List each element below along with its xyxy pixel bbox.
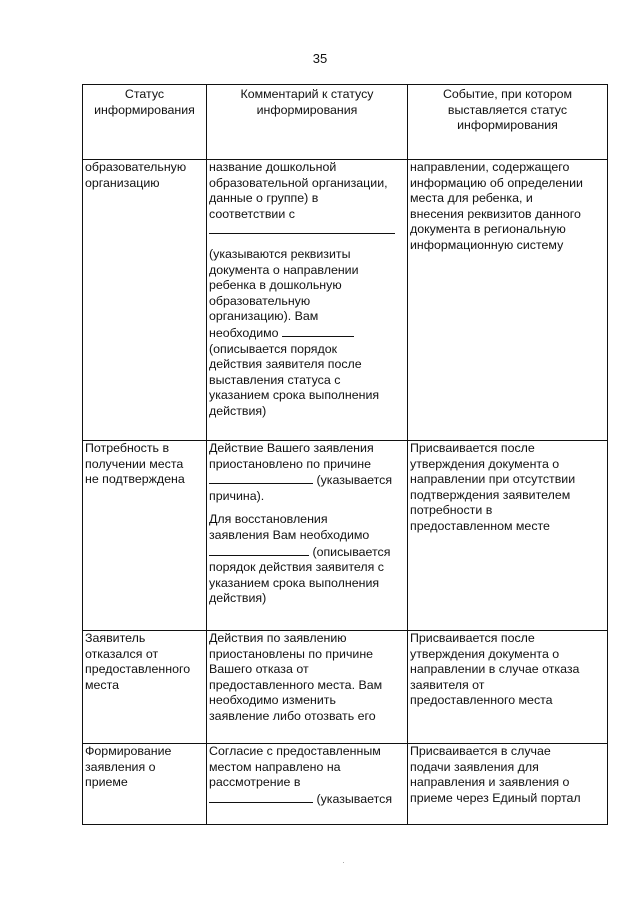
- comment-cell: [207, 744, 408, 825]
- blank-line: [209, 472, 313, 484]
- event-cell: Присваивается после утверждения документа о направлении при отсутствии подтверждения заявителем потребности в предоставленном месте: [408, 441, 608, 631]
- header-event: Событие, при котором выставляется статус информирования: [408, 85, 608, 160]
- comment-text: порядок действия заявителя с указанием срока выполнения действия): [209, 560, 384, 606]
- header-comment: Комментарий к статусу информирования: [207, 85, 408, 160]
- comment-text: причина).: [209, 488, 265, 503]
- comment-cell: [207, 160, 408, 441]
- table-row: [83, 744, 608, 825]
- status-cell: Формирование заявления о приеме: [83, 744, 207, 825]
- event-cell: направлении, содержащего информацию об определении места для ребенка, и внесения реквизитов данного документа в региональную информационную систему: [408, 160, 608, 441]
- comment-text: (указывается: [316, 473, 393, 488]
- status-cell: Потребность в получении места не подтверждена: [83, 441, 207, 631]
- table-row: [83, 441, 608, 631]
- comment-text: (указываются реквизиты документа о направлении ребенка в дошкольную образовательную организацию). Вам необходимо: [209, 246, 359, 340]
- blank-line: [209, 222, 395, 234]
- table-row: [83, 631, 608, 744]
- status-cell: Заявитель отказался от предоставленного места: [83, 631, 207, 744]
- table-row: [83, 160, 608, 441]
- comment-text: Для восстановления заявления Вам необходимо: [209, 512, 370, 542]
- page-number: 35: [312, 51, 328, 66]
- comment-text: (указывается: [316, 791, 393, 806]
- blank-line: [209, 791, 313, 803]
- header-status: Статус информирования: [83, 85, 207, 160]
- event-cell: Присваивается после утверждения документа о направлении в случае отказа заявителя от предоставленного места: [408, 631, 608, 744]
- comment-text: Действие Вашего заявления приостановлено по причине: [209, 441, 374, 471]
- event-cell: Присваивается в случае подачи заявления для направления и заявления о приеме через Единый портал: [408, 744, 608, 825]
- blank-line: [282, 325, 354, 337]
- comment-cell: [207, 441, 408, 631]
- table-header-row: [83, 85, 608, 160]
- comment-text: Согласие с предоставленным местом направлено на рассмотрение в: [209, 744, 381, 790]
- status-cell: образовательную организацию: [83, 160, 207, 441]
- status-table: [82, 84, 608, 825]
- scan-speck: [343, 862, 344, 863]
- blank-line: [209, 544, 309, 556]
- comment-cell: Действия по заявлению приостановлены по причине Вашего отказа от предоставленного места. Вам необходимо изменить заявление либо отозвать его: [207, 631, 408, 744]
- comment-text: (описывается порядок действия заявителя после выставления статуса с указанием срока выполнения действия): [209, 341, 380, 418]
- comment-text: (описывается: [312, 544, 391, 559]
- comment-text: название дошкольной образовательной организации, данные о группе) в соответствии с: [209, 160, 388, 221]
